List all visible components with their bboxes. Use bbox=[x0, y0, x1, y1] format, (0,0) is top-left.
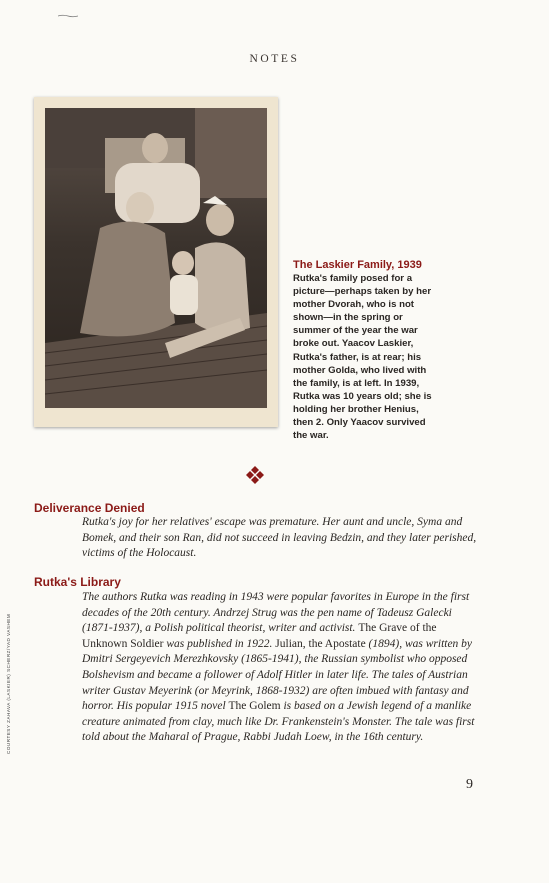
note-text-segment: is based on a Jewish legend of a manlike creature animated from clay, much like Dr. Frankenstein's Monster. The tale was first told about the Maharal of Prague, Rabbi Judah Loew, in the 16th century. bbox=[82, 700, 475, 744]
note-text-segment: was published in 1922. bbox=[163, 637, 276, 650]
note-heading-deliverance-denied: Deliverance Denied bbox=[34, 501, 145, 515]
photo-credit bbox=[0, 574, 11, 754]
photo-credit-text: COURTESY ZAHAVA (LASKIER) SCHERZ/YAD VASHEM bbox=[6, 613, 11, 754]
note-body-rutkas-library bbox=[82, 590, 482, 746]
note-body-deliverance-denied bbox=[82, 515, 482, 562]
diamond-ornament-icon bbox=[245, 465, 265, 485]
note-text-segment: Rutka's joy for her relatives' escape was premature. Her aunt and uncle, Syma and Bomek, and their son Ran, did not succeed in leaving Bedzin, and they later perished, victims of the Holocaust. bbox=[82, 516, 477, 560]
photo-caption-title: The Laskier Family, 1939 bbox=[293, 259, 422, 271]
note-text-segment: The authors Rutka was reading in 1943 were popular favorites in Europe in the first decades of the 20th century. Andrzej Strug was the pen name of Tadeusz Galecki (1871-1937), a Polish political theorist, writer and activist. bbox=[82, 591, 470, 635]
note-heading-rutkas-library: Rutka's Library bbox=[34, 575, 121, 589]
note-text-segment: Julian, the Apostate bbox=[275, 637, 366, 650]
family-photo bbox=[45, 108, 267, 408]
note-text-segment: The Golem bbox=[228, 700, 281, 713]
photo-caption bbox=[293, 258, 433, 442]
printer-mark bbox=[58, 14, 78, 18]
section-heading: NOTES bbox=[249, 53, 300, 65]
page-number: 9 bbox=[466, 777, 473, 792]
note-text-segment: (1894), was written by Dmitri Sergeyevich Merezhkovsky (1865-1941), the Russian symbolist who opposed Bolshevism and became a follower of Adolf Hitler in later life. The tales of Austrian writer Gustav Meyerink (or Meyrink, 1868-1932) are often imbued with fantasy and horror. His popular 1915 novel bbox=[82, 637, 473, 713]
family-photo-frame bbox=[34, 97, 278, 427]
photo-caption-body: Rutka's family posed for a picture—perhaps taken by her mother Dvorah, who is not shown—in the spring or summer of the year the war broke out. Yaacov Laskier, Rutka's father, is at rear; his mother Golda, who lived with the family, is at left. In 1939, Rutka was 10 years old; she is holding her brother Henius, then 2. Only Yaacov survived the war. bbox=[293, 273, 432, 442]
note-text-segment: The Grave of the Unknown Soldier bbox=[82, 622, 437, 650]
